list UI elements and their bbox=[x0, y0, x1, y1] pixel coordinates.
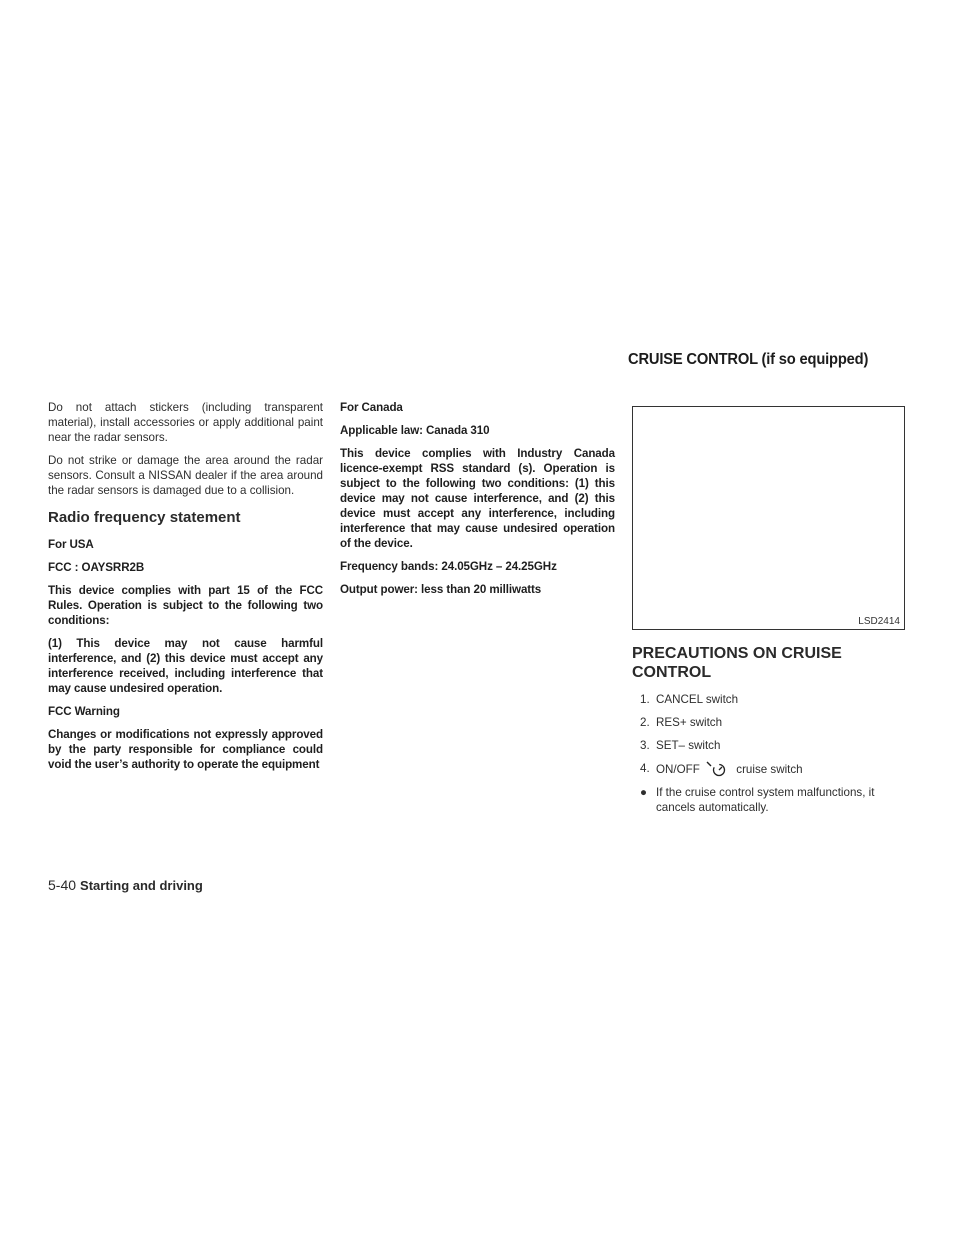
precautions-heading: PRECAUTIONS ON CRUISE CONTROL bbox=[632, 645, 842, 681]
sticker-warning-paragraph: Do not attach stickers (including transparent material), install accessories or apply additional paint near the radar sensors. bbox=[48, 401, 323, 444]
usa-label: For USA bbox=[48, 538, 94, 551]
list-item: 3. SET– switch bbox=[640, 739, 721, 752]
fcc-id: FCC : OAYSRR2B bbox=[48, 561, 145, 574]
list-item: 4. ON/OFF cruise switch bbox=[640, 762, 803, 776]
left-column bbox=[48, 400, 323, 780]
cruise-control-icon bbox=[703, 761, 733, 777]
fcc-warning-text: Changes or modifications not expressly approved by the party responsible for compliance could void the user’s authority to operate the equipment bbox=[48, 728, 323, 771]
list-item: 2. RES+ switch bbox=[640, 716, 723, 729]
radio-frequency-heading: Radio frequency statement bbox=[48, 509, 241, 526]
damage-warning-paragraph: Do not strike or damage the area around the radar sensors. Consult a NISSAN dealer if the area around the radar sensors is damaged due to a collision. bbox=[48, 454, 323, 497]
output-power: Output power: less than 20 milliwatts bbox=[340, 583, 542, 596]
canada-label: For Canada bbox=[340, 401, 403, 414]
middle-column bbox=[340, 400, 615, 605]
fcc-compliance-text: This device complies with part 15 of the FCC Rules. Operation is subject to the following two conditions: bbox=[48, 584, 323, 627]
list-item: 1. CANCEL switch bbox=[640, 693, 739, 706]
chapter-title: Starting and driving bbox=[80, 878, 203, 893]
switch-list bbox=[640, 692, 906, 777]
cruise-switch-figure bbox=[632, 406, 905, 630]
malfunction-bullet: ● If the cruise control system malfunctions, it cancels automatically. bbox=[640, 786, 875, 814]
frequency-bands: Frequency bands: 24.05GHz – 24.25GHz bbox=[340, 560, 557, 573]
fcc-warning-label: FCC Warning bbox=[48, 705, 120, 718]
right-column bbox=[632, 400, 906, 815]
page-number: 5-40 bbox=[48, 877, 77, 893]
fcc-conditions-text: (1) This device may not cause harmful interference, and (2) this device must accept any interference received, including interference that may cause undesired operation. bbox=[48, 637, 323, 695]
bullet-icon: ● bbox=[640, 786, 648, 799]
figure-code: LSD2414 bbox=[858, 616, 900, 627]
canada-law: Applicable law: Canada 310 bbox=[340, 424, 490, 437]
page-footer bbox=[48, 877, 203, 893]
industry-canada-text: This device complies with Industry Canada licence-exempt RSS standard (s). Operation is subject to the following two conditions: (1) this device may not cause interference, and (2) this device must accept any interference, including interference that may cause undesired operation of the device. bbox=[340, 447, 615, 550]
section-title: CRUISE CONTROL (if so equipped) bbox=[628, 351, 869, 368]
